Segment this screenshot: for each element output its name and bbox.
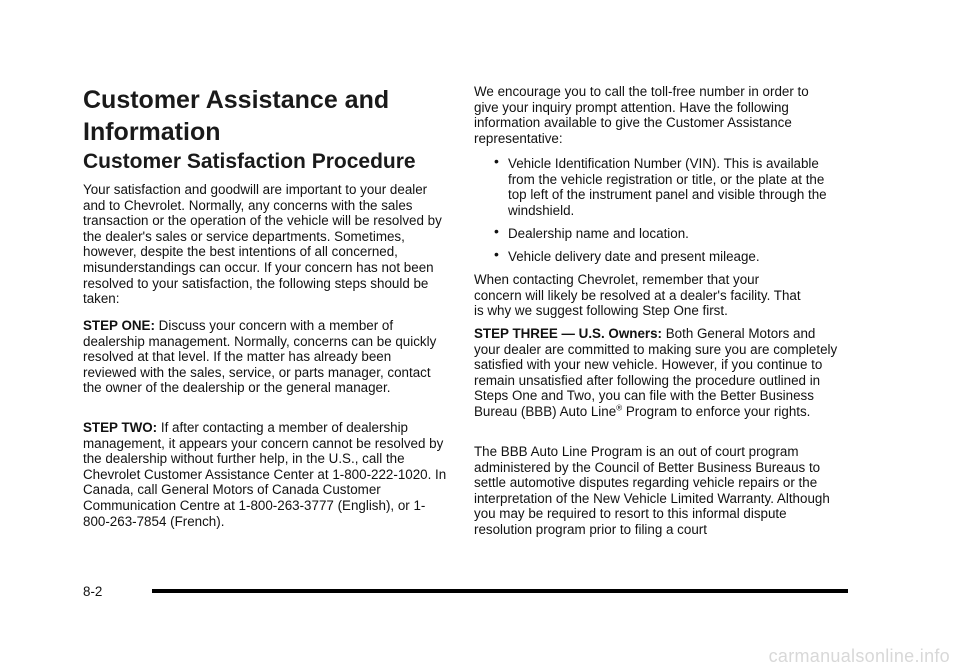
bullet-item-vin [494,153,842,218]
step-three-tail: Program to enforce your rights. [625,403,811,419]
bullet-icon: • [494,223,499,239]
registered-mark: ® [616,403,623,413]
step-two-label: STEP TWO: [83,420,158,435]
bullet-icon: • [494,246,499,262]
footer-rule [152,589,848,593]
bullet-item-dealership [494,223,842,242]
step-two-paragraph [83,420,449,529]
page-number: 8-2 [83,584,103,599]
bullet-item-delivery [494,246,842,265]
bullet-text: Vehicle delivery date and present mileage. [508,249,760,264]
bullet-icon: • [494,153,499,169]
chapter-title: Customer Assistance and Information [83,86,390,146]
bbb-paragraph: The BBB Auto Line Program is an out of court program administered by the Council of Better Business Bureaus to settle automotive disputes regarding vehicle repairs or the interpretation of the New Vehicle Limited Warranty. Although you may be required to resort to this informal dispute resolution program prior to filing a court [474,444,830,537]
bullet-text: Dealership name and location. [508,226,689,241]
step-three-label: STEP THREE — U.S. Owners: [474,326,663,341]
step-two-text: If after contacting a member of dealership management, it appears your concern cannot be resolved by the dealership without further help, in the U.S., call the Chevrolet Customer Assistance Center at 1-800-222-1020. In Canada, call General Motors of Canada Customer Communication Centre at 1-800-263-3777 (English), or 1-800-263-7854 (French). [83,420,447,529]
step-one-paragraph [83,318,445,396]
step-three-paragraph [474,326,840,420]
bullet-text: Vehicle Identification Number (VIN). This is available from the vehicle registration or title, or the plate at the top left of the instrument panel and visible through the windshield. [508,156,827,218]
step-one-label: STEP ONE: [83,318,155,333]
watermark: carmanualsonline.info [768,646,950,666]
section-title: Customer Satisfaction Procedure [83,150,416,173]
contacting-paragraph: When contacting Chevrolet, remember that your concern will likely be resolved at a dealer's facility. That is why we suggest following Step One first. [474,272,801,319]
step-one-text: Discuss your concern with a member of dealership management. Normally, concerns can be quickly resolved at that level. If the matter has already been reviewed with the sales, service, or parts manager, contact the owner of the dealership or the general manager. [83,318,437,396]
intro-paragraph: Your satisfaction and goodwill are important to your dealer and to Chevrolet. Normally, any concerns with the sales transaction or the operation of the vehicle will be resolved by the dealer's sales or service departments. Sometimes, however, despite the best intentions of all concerned, misunderstandings can occur. If your concern has not been resolved to your satisfaction, the following steps should be taken: [83,182,442,307]
encourage-paragraph: We encourage you to call the toll-free number in order to give your inquiry prompt attention. Have the following information available to give the Customer Assistance representative: [474,84,809,146]
step-three-text: Both General Motors and your dealer are committed to making sure you are completely satisfied with your new vehicle. However, if you continue to remain unsatisfied after following the procedure outlined in Steps One and Two, you can file with the Better Business Bureau (BBB) Auto Line [474,326,838,419]
